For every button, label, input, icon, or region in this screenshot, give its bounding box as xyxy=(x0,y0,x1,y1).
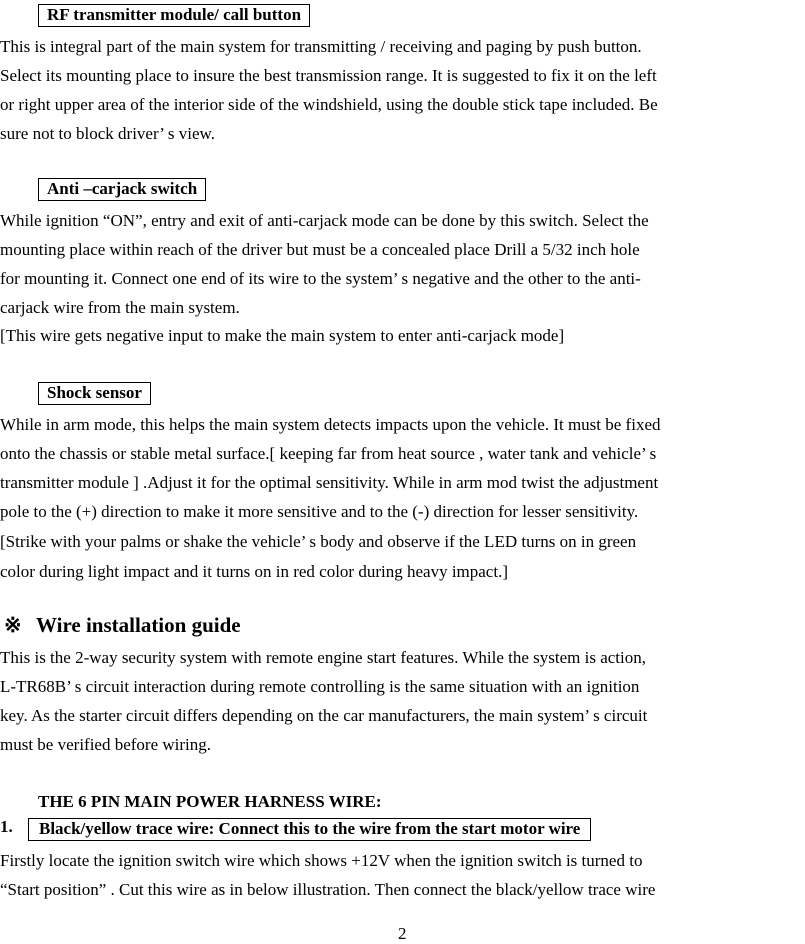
wire-text-line-2: L-TR68B’ s circuit interaction during remote controlling is the same situation with an ignition xyxy=(0,677,640,696)
shock-text-line-4: pole to the (+) direction to make it more sensitive and to the (-) direction for lesser sensitivity. xyxy=(0,502,639,521)
wire-text-line-1: This is the 2-way security system with remote engine start features. While the system is action, xyxy=(0,648,646,667)
harness-text-line-2: “Start position” . Cut this wire as in below illustration. Then connect the black/yellow trace wire xyxy=(0,880,656,899)
anticarjack-text-line-1: While ignition “ON”, entry and exit of anti-carjack mode can be done by this switch. Select the xyxy=(0,211,649,230)
shock-text-line-2: onto the chassis or stable metal surface.[ keeping far from heat source , water tank and vehicle’ s xyxy=(0,444,657,463)
shock-text-line-5: [Strike with your palms or shake the vehicle’ s body and observe if the LED turns on in green xyxy=(0,532,637,551)
wire-text-line-3: key. As the starter circuit differs depending on the car manufacturers, the main system’ s circuit xyxy=(0,706,648,725)
shock-text-line-6: color during light impact and it turns on in red color during heavy impact.] xyxy=(0,562,508,581)
anticarjack-text-line-3: for mounting it. Connect one end of its wire to the system’ s negative and the other to the anti- xyxy=(0,269,641,288)
shock-text-line-1: While in arm mode, this helps the main system detects impacts upon the vehicle. It must be fixed xyxy=(0,415,661,434)
page-number: 2 xyxy=(398,924,407,943)
harness-text-line-1: Firstly locate the ignition switch wire which shows +12V when the ignition switch is turned to xyxy=(0,851,643,870)
anticarjack-text-line-2: mounting place within reach of the driver but must be a concealed place Drill a 5/32 inch hole xyxy=(0,240,640,259)
anticarjack-section-title: Anti –carjack switch xyxy=(38,178,206,201)
harness-item-number: 1. xyxy=(0,817,13,836)
harness-heading: THE 6 PIN MAIN POWER HARNESS WIRE: xyxy=(38,792,382,811)
anticarjack-text-line-4: carjack wire from the main system. xyxy=(0,298,240,317)
rf-text-line-2: Select its mounting place to insure the best transmission range. It is suggested to fix it on the left xyxy=(0,66,657,85)
wire-guide-heading: Wire installation guide xyxy=(36,613,241,637)
wire-text-line-4: must be verified before wiring. xyxy=(0,735,212,754)
rf-text-line-3: or right upper area of the interior side of the windshield, using the double stick tape included. Be xyxy=(0,95,658,114)
rf-text-line-4: sure not to block driver’ s view. xyxy=(0,124,215,143)
anticarjack-text-line-5: [This wire gets negative input to make the main system to enter anti-carjack mode] xyxy=(0,326,565,345)
rf-section-title: RF transmitter module/ call button xyxy=(38,4,310,27)
rf-text-line-1: This is integral part of the main system for transmitting / receiving and paging by push button. xyxy=(0,37,642,56)
harness-item-title: Black/yellow trace wire: Connect this to the wire from the start motor wire xyxy=(28,818,591,841)
shock-text-line-3: transmitter module ] .Adjust it for the optimal sensitivity. While in arm mod twist the adjustment xyxy=(0,473,659,492)
shock-section-title: Shock sensor xyxy=(38,382,151,405)
reference-mark-icon: ※ xyxy=(4,613,22,637)
